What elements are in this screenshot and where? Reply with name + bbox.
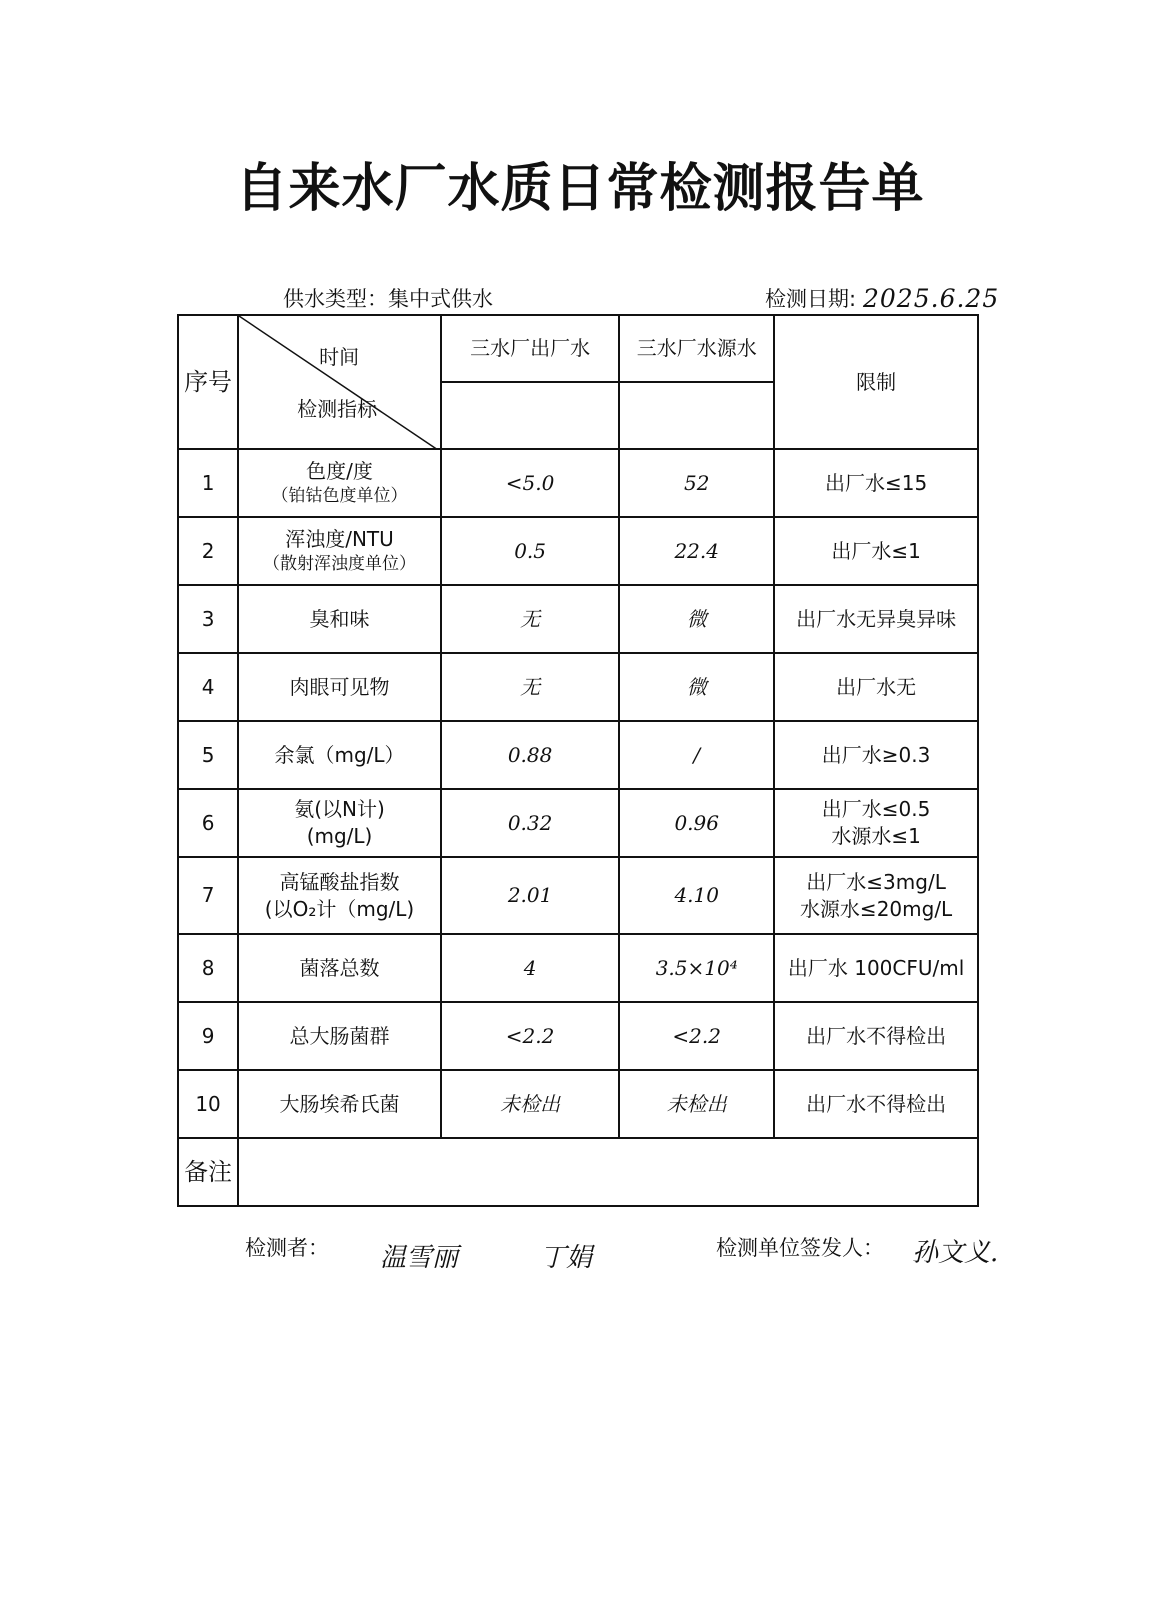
indicator-name: 肉眼可见物: [289, 674, 390, 699]
limit-text: 出厂水≤3mg/L: [806, 869, 946, 894]
indicator-name: 氨(以N计): [294, 797, 385, 821]
remarks-row: [178, 1138, 978, 1206]
header-time: 时间: [319, 345, 360, 369]
header-col1: 三水厂出厂水: [441, 315, 619, 382]
header-col1-blank: [441, 382, 619, 449]
report-title: 自来水厂水质日常检测报告单: [235, 159, 925, 219]
row-indicator: [238, 585, 441, 653]
table-row: [178, 857, 978, 934]
row-number: 1: [178, 449, 238, 517]
table-row: [178, 789, 978, 857]
row-limit: [774, 1070, 978, 1138]
indicator-name: 菌落总数: [299, 955, 380, 980]
date-value: 2025.6.25: [863, 284, 1000, 313]
value-text: 3.5×10⁴: [655, 955, 738, 980]
value-text: 22.4: [674, 538, 719, 563]
tester-signature-2: 丁娟: [540, 1243, 593, 1273]
value-source-water: [619, 721, 774, 789]
date-label: 检测日期:: [765, 287, 857, 311]
row-limit: [774, 1002, 978, 1070]
row-indicator: [238, 449, 441, 517]
diagonal-line: [239, 316, 438, 449]
row-indicator: [238, 517, 441, 585]
row-number: 10: [178, 1070, 238, 1138]
limit-text: 出厂水无: [836, 674, 917, 699]
value-text: 52: [683, 470, 710, 495]
table-row: [178, 449, 978, 517]
value-source-water: [619, 1002, 774, 1070]
value-finished-water: [441, 585, 619, 653]
row-limit: [774, 449, 978, 517]
indicator-name: 浑浊度/NTU: [285, 527, 394, 552]
value-text: 未检出: [500, 1091, 561, 1116]
value-finished-water: [441, 789, 619, 857]
value-text: 0.88: [507, 742, 553, 767]
header-seq: 序号: [178, 315, 238, 449]
row-indicator: [238, 653, 441, 721]
header-col2: 三水厂水源水: [619, 315, 774, 382]
row-limit: [774, 789, 978, 857]
row-indicator: [238, 1002, 441, 1070]
limit-text-2: 水源水≤1: [831, 824, 921, 848]
value-source-water: [619, 517, 774, 585]
value-finished-water: [441, 653, 619, 721]
row-number: 2: [178, 517, 238, 585]
header-limit: 限制: [774, 315, 978, 449]
value-text: /: [693, 742, 701, 767]
limit-text: 出厂水不得检出: [806, 1023, 947, 1048]
limit-text: 出厂水不得检出: [806, 1091, 947, 1116]
row-indicator: [238, 1070, 441, 1138]
value-text: 0.5: [514, 538, 546, 563]
row-indicator: [238, 857, 441, 934]
limit-text: 出厂水≥0.3: [821, 742, 931, 767]
row-number: 9: [178, 1002, 238, 1070]
value-text: 无: [520, 606, 541, 631]
row-indicator: [238, 934, 441, 1002]
tester-label: 检测者：: [245, 1236, 329, 1260]
indicator-sub: (以O₂计（mg/L): [264, 896, 415, 921]
row-limit: [774, 653, 978, 721]
indicator-name: 臭和味: [309, 606, 370, 631]
table-row: [178, 1070, 978, 1138]
indicator-name: 余氯（mg/L）: [274, 742, 405, 767]
value-finished-water: [441, 1002, 619, 1070]
table-row: [178, 585, 978, 653]
indicator-name: 总大肠菌群: [289, 1023, 390, 1048]
row-limit: [774, 934, 978, 1002]
header-col2-blank: [619, 382, 774, 449]
header-indicator: 检测指标: [297, 397, 378, 421]
row-number: 7: [178, 857, 238, 934]
limit-text: 出厂水≤0.5: [821, 797, 931, 821]
indicator-name: 高锰酸盐指数: [279, 869, 400, 894]
value-finished-water: [441, 1070, 619, 1138]
limit-text: 出厂水无异臭异味: [796, 606, 957, 631]
row-number: 5: [178, 721, 238, 789]
value-text: <2.2: [672, 1023, 721, 1048]
row-indicator: [238, 721, 441, 789]
row-number: 3: [178, 585, 238, 653]
row-number: 8: [178, 934, 238, 1002]
value-text: <2.2: [505, 1023, 555, 1048]
indicator-sub: (mg/L): [306, 824, 373, 848]
indicator-sub: （散射浑浊度单位）: [263, 554, 417, 575]
value-source-water: [619, 1070, 774, 1138]
limit-text: 出厂水 100CFU/ml: [787, 955, 965, 980]
indicator-sub: （铂钴色度单位）: [271, 486, 408, 507]
row-limit: [774, 721, 978, 789]
value-finished-water: [441, 857, 619, 934]
row-limit: [774, 857, 978, 934]
value-text: 未检出: [666, 1091, 727, 1116]
row-number: 6: [178, 789, 238, 857]
limit-text: 出厂水≤1: [831, 538, 921, 563]
value-source-water: [619, 585, 774, 653]
table-row: [178, 934, 978, 1002]
table-row: [178, 517, 978, 585]
table-row: [178, 1002, 978, 1070]
value-text: 4.10: [674, 883, 719, 907]
value-source-water: [619, 857, 774, 934]
value-finished-water: [441, 517, 619, 585]
report-table: [177, 314, 979, 1207]
value-text: 2.01: [507, 883, 553, 907]
issuer-signature: 孙文义.: [912, 1238, 999, 1268]
value-text: <5.0: [505, 470, 555, 495]
remarks-label: 备注: [178, 1138, 238, 1206]
value-finished-water: [441, 449, 619, 517]
value-finished-water: [441, 721, 619, 789]
issuer-label: 检测单位签发人：: [716, 1236, 884, 1260]
header-diagonal-cell: [238, 315, 441, 449]
limit-text-2: 水源水≤20mg/L: [799, 896, 953, 921]
row-number: 4: [178, 653, 238, 721]
value-text: 4: [523, 955, 537, 980]
value-finished-water: [441, 934, 619, 1002]
row-indicator: [238, 789, 441, 857]
value-text: 0.32: [507, 810, 553, 835]
value-text: 0.96: [674, 810, 719, 835]
value-text: 微: [686, 674, 707, 699]
table-row: [178, 653, 978, 721]
table-row: [178, 721, 978, 789]
row-limit: [774, 585, 978, 653]
remarks-content: [238, 1138, 978, 1206]
row-limit: [774, 517, 978, 585]
indicator-name: 色度/度: [306, 459, 373, 484]
value-source-water: [619, 789, 774, 857]
value-source-water: [619, 934, 774, 1002]
tester-signature-1: 温雪丽: [380, 1243, 459, 1273]
value-source-water: [619, 449, 774, 517]
value-text: 微: [686, 606, 707, 631]
indicator-name: 大肠埃希氏菌: [279, 1091, 400, 1116]
limit-text: 出厂水≤15: [824, 470, 928, 495]
value-text: 无: [520, 674, 541, 699]
supply-type: 供水类型：集中式供水: [283, 287, 493, 311]
value-source-water: [619, 653, 774, 721]
